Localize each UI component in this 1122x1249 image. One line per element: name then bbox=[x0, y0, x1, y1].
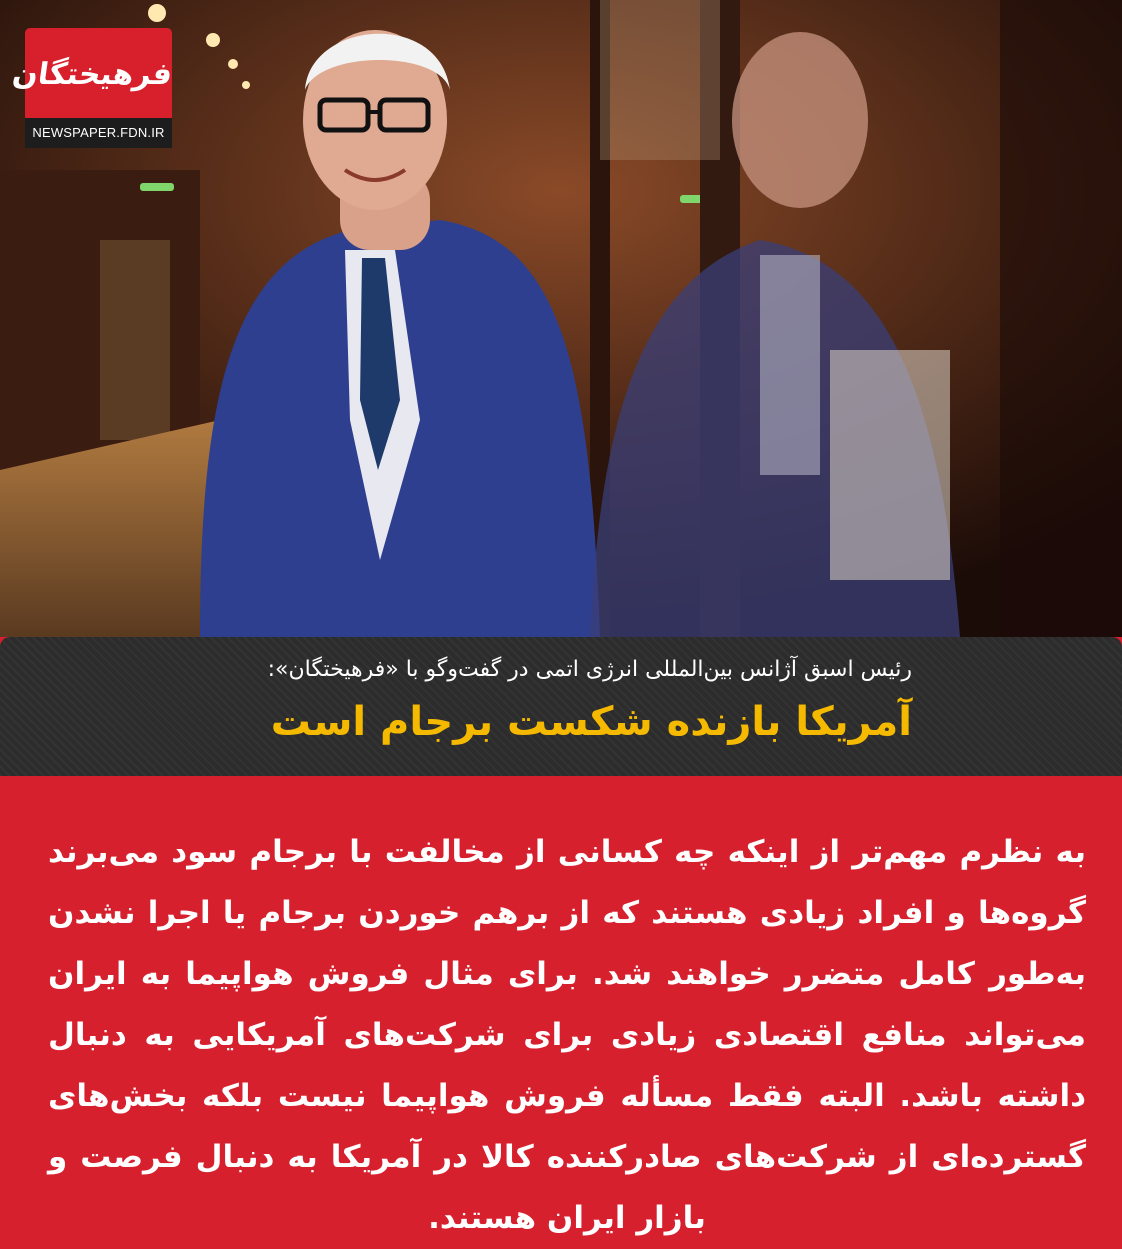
body-text: به نظرم مهم‌تر از اینکه چه کسانی از مخالفت با برجام سود می‌برند گروه‌ها و افراد زیادی هستند که از برهم خوردن برجام یا اجرا نشدن به‌طور کامل متضرر خواهند شد. برای مثال فروش هواپیما به ایران می‌تواند منافع اقتصادی زیادی برای شرکت‌های آمریکایی به دنبال داشته باشد. البته فقط مسأله فروش هواپیما نیست بلکه بخش‌های گسترده‌ای از شرکت‌های صادرکننده کالا در آمریکا به دنبال فرصت و بازار ایران هستند. bbox=[48, 834, 1086, 1236]
kicker: رئیس اسبق آژانس بین‌المللی انرژی اتمی در گفت‌وگو با «فرهیختگان»: bbox=[267, 657, 912, 682]
brand-site-url: NEWSPAPER.FDN.IR bbox=[25, 118, 172, 148]
light-icon bbox=[148, 4, 166, 22]
brand-logo bbox=[10, 28, 175, 148]
headline: آمریکا بازنده شکست برجام است bbox=[270, 699, 912, 745]
brand-logo-mark: فرهیختگان bbox=[10, 57, 175, 92]
title-band bbox=[0, 637, 1122, 776]
